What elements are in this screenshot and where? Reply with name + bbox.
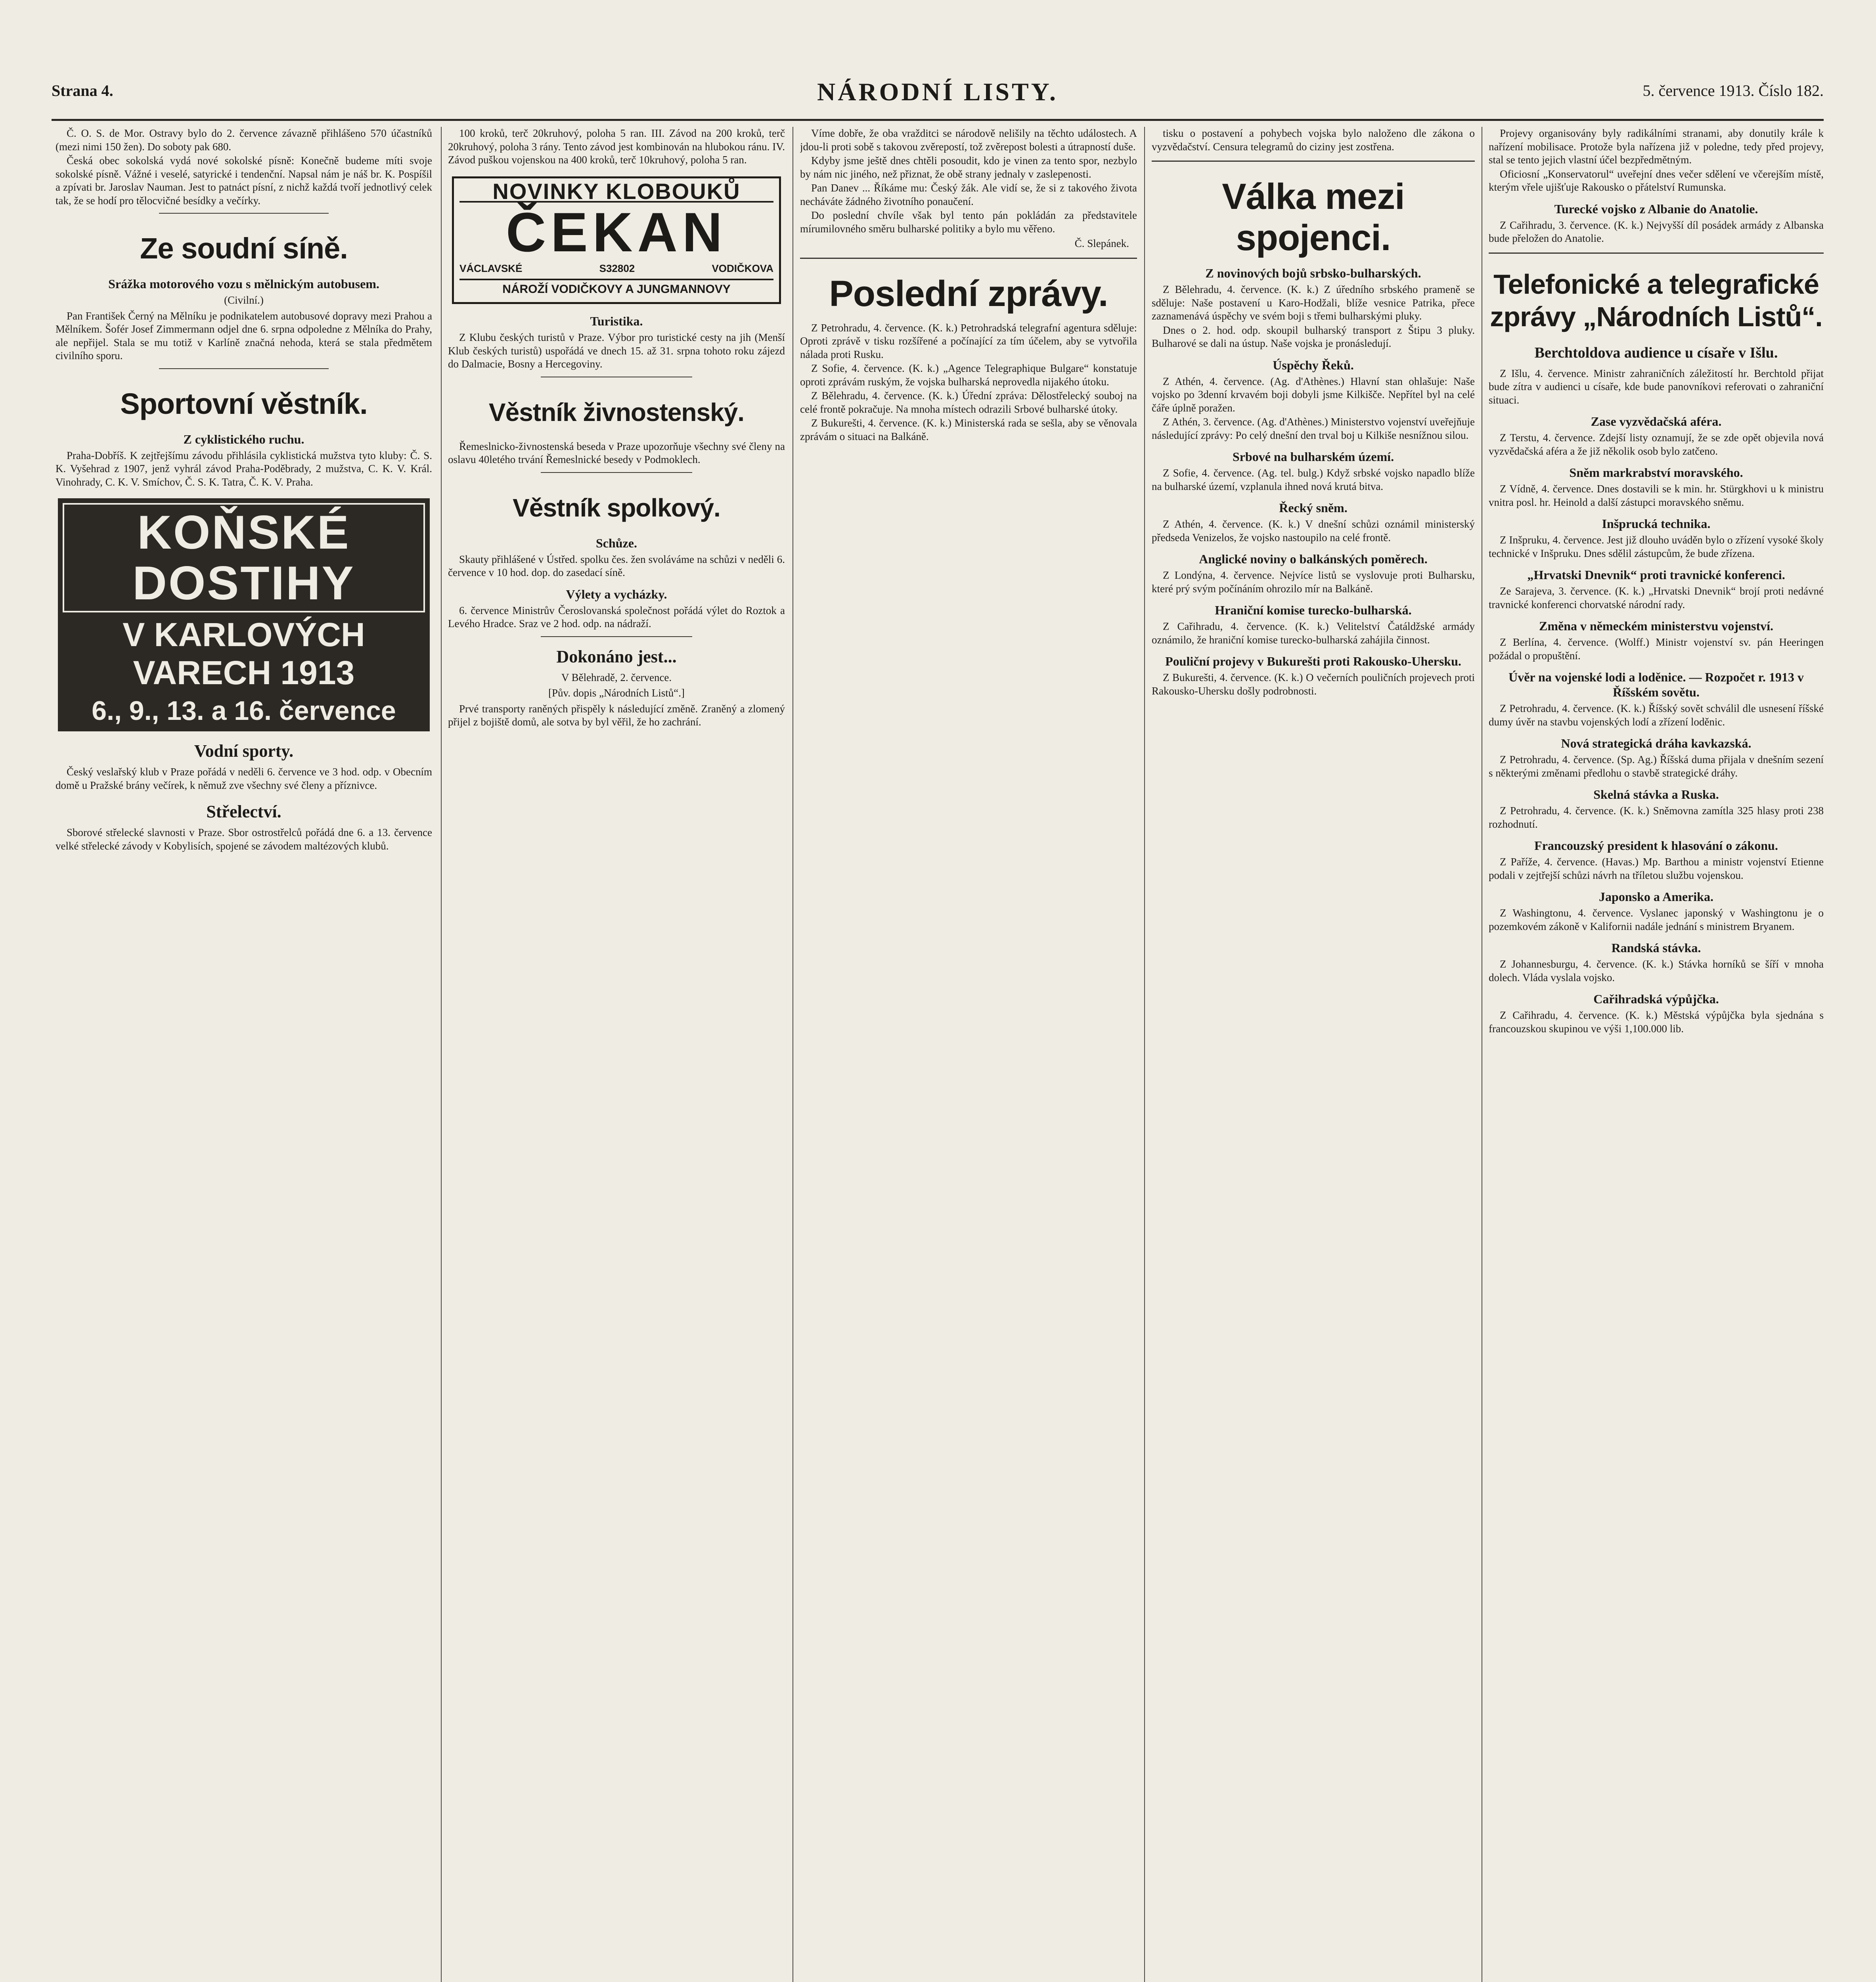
masthead bbox=[52, 77, 1824, 113]
article-paragraph: Prvé transporty raněných přispěly k následující změně. Zraněný a zlomený přijel z bojiště domů, ale sotva by byl věřil, že ho zachrání. bbox=[448, 702, 785, 728]
ad-address-row bbox=[459, 262, 773, 275]
section-heading-telegrams: Telefonické a telegrafické zprávy „Národních Listů“. bbox=[1490, 268, 1822, 332]
separator bbox=[541, 472, 693, 473]
advertisement-horse-races bbox=[58, 498, 430, 731]
section-heading-court: Ze soudní síně. bbox=[140, 232, 348, 265]
issue-date: 5. července 1913. Číslo 182. bbox=[1642, 82, 1824, 99]
page-number: Strana 4. bbox=[52, 82, 113, 99]
column-1 bbox=[56, 127, 432, 1982]
article-paragraph: Z Athén, 3. července. (Ag. d'Athènes.) Ministerstvo vojenství uveřejňuje následující zprávy: Po celý dnešní den trval boj u Kilkiše nesnížnou silou. bbox=[1152, 416, 1475, 441]
article-heading: Úspěchy Řeků. bbox=[1273, 358, 1354, 372]
article-source: [Pův. dopis „Národních Listů“.] bbox=[548, 687, 685, 699]
separator bbox=[1152, 161, 1475, 162]
ad-brand: ČEKAN bbox=[506, 201, 727, 263]
article-paragraph: Z Vídně, 4. července. Dnes dostavili se k min. hr. Stürgkhovi u k ministru vnitra posl. hr. Heinold a další zástupci moravského sněmu. bbox=[1489, 483, 1824, 508]
article-paragraph: Z Berlína, 4. července. (Wolff.) Ministr vojenství sv. pán Heeringen požádal o propuštění. bbox=[1489, 636, 1824, 662]
separator bbox=[541, 636, 693, 637]
newspaper-title: NÁRODNÍ LISTY. bbox=[817, 78, 1058, 106]
ad-place: V KARLOVÝCH VARECH 1913 bbox=[123, 616, 365, 691]
article-paragraph: Z Athén, 4. července. (K. k.) V dnešní schůzi oznámil ministerský předseda Venizelos, že vojsko nastoupilo na celé frontě. bbox=[1152, 518, 1475, 543]
article-heading: Anglické noviny o balkánských poměrech. bbox=[1199, 552, 1428, 566]
article-paragraph: Z Cařihradu, 4. července. (K. k.) Městská výpůjčka byla sjednána s francouzskou skupinou ve výši 1,100.000 lib. bbox=[1489, 1009, 1824, 1035]
article-heading: Cařihradská výpůjčka. bbox=[1593, 992, 1719, 1006]
article-heading: Řecký sněm. bbox=[1279, 501, 1348, 515]
article-paragraph: Č. O. S. de Mor. Ostravy bylo do 2. července závazně přihlášeno 570 účastníků (mezi nimi 150 žen). Do soboty pak 680. bbox=[56, 127, 432, 153]
article-paragraph: Pan František Černý na Mělníku je podnikatelem autobusové dopravy mezi Prahou a Mělníkem. Šofér Josef Zimmermann odjel dne 6. srpna odpoledne z Mělníka do Prahy, ale nepřijel. Stala se mu totiž v Karlíně značná nehoda, která se stala předmětem civilního sporu. bbox=[56, 310, 432, 362]
article-heading: Srážka motorového vozu s mělnickým autobusem. bbox=[108, 277, 379, 291]
section-heading-latest-news: Poslední zprávy. bbox=[829, 273, 1108, 314]
article-paragraph: Z Sofie, 4. července. (Ag. tel. bulg.) Když srbské vojsko napadlo blíže na bulharské území, vzplanula ihned nová krutá bitva. bbox=[1152, 467, 1475, 492]
article-paragraph: Z Bukurešti, 4. července. (K. k.) Ministerská rada se sešla, aby se věnovala zprávám o situaci na Balkáně. bbox=[800, 417, 1137, 442]
article-heading: Berchtoldova audience u císaře v Išlu. bbox=[1534, 344, 1778, 361]
ad-dates: 6., 9., 13. a 16. července bbox=[92, 696, 396, 726]
separator bbox=[1489, 253, 1824, 254]
column-2 bbox=[448, 127, 785, 1982]
article-paragraph: Z Išlu, 4. července. Ministr zahraničních záležitostí hr. Berchtold přijat bude zítra v audienci u císaře, kde bude panovníkovi referovati o zahraniční situaci. bbox=[1489, 367, 1824, 406]
article-paragraph: Ze Sarajeva, 3. července. (K. k.) „Hrvatski Dnevnik“ brojí proti nedávné travnické konferenci chorvatské národní rady. bbox=[1489, 585, 1824, 610]
article-heading: Randská stávka. bbox=[1611, 941, 1701, 955]
article-heading: Inšprucká technika. bbox=[1602, 517, 1711, 531]
article-paragraph: Z Bukurešti, 4. července. (K. k.) O večerních pouličních projevech proti Rakousko-Uhersku došly podrobnosti. bbox=[1152, 672, 1475, 697]
article-paragraph: Z Inšpruku, 4. července. Jest již dlouho uváděn bylo o zřízení vysoké školy technické v Inšpruku. Dnes sdělil zástupcům, že bude zřízena. bbox=[1489, 534, 1824, 559]
article-paragraph: Řemeslnicko-živnostenská beseda v Praze upozorňuje všechny své členy na oslavu 40letého trvání Řemeslnické besedy v Podmoklech. bbox=[448, 440, 785, 465]
column-divider bbox=[441, 127, 442, 1982]
article-paragraph: Z Bělehradu, 4. července. (K. k.) Úřední zpráva: Dělostřelecký souboj na celé frontě pokračuje. Na mnoha místech odrazili Srbové bulharské útoky. bbox=[800, 390, 1137, 415]
article-paragraph: Praha-Dobříš. K zejtřejšímu závodu přihlásila cyklistická mužstva tyto kluby: Č. S. K. Vyšehrad z 1907, jenž vyhrál závod Praha-Poděbrady, 2 mužstva, C. K. V. Král. Vinohrady, C. K. V. Smíchov, Č. S. K. Tatra, Č. K. V. Praha. bbox=[56, 449, 432, 488]
article-paragraph: Z Paříže, 4. července. (Havas.) Mp. Barthou a ministr vojenství Etienne podali v zejtřejší schůzi návrh na tříletou službu vojenskou. bbox=[1489, 856, 1824, 881]
section-heading-sport: Sportovní věstník. bbox=[120, 387, 368, 420]
article-paragraph: Český veslařský klub v Praze pořádá v neděli 6. července ve 3 hod. odp. v Obecním domě u Pražské brány večírek, k němuž zve všechny své členy a příznivce. bbox=[56, 766, 432, 791]
article-paragraph: Z Petrohradu, 4. července. (K. k.) Sněmovna zamítla 325 hlasy proti 238 rozhodnutí. bbox=[1489, 805, 1824, 830]
column-5 bbox=[1489, 127, 1824, 1982]
ad-title: KOŇSKÉ DOSTIHY bbox=[63, 503, 425, 612]
article-paragraph: Z Johannesburgu, 4. července. (K. k.) Stávka horníků se šíří v mnoha dolech. Vláda vyslala vojsko. bbox=[1489, 958, 1824, 983]
article-heading: Srbové na bulharském území. bbox=[1232, 450, 1394, 464]
article-paragraph: Skauty přihlášené v Ústřed. spolku čes. žen svoláváme na schůzi v neděli 6. července v 10 hod. dop. do zasedací síně. bbox=[448, 553, 785, 578]
column-3 bbox=[800, 127, 1137, 1982]
article-paragraph: Z Terstu, 4. července. Zdejší listy oznamují, že se zde opět objevila nová vyzvědačská aféra a že již několik osob bylo zatčeno. bbox=[1489, 432, 1824, 457]
article-paragraph: Z Petrohradu, 4. července. (K. k.) Petrohradská telegrafní agentura sděluje: Oproti zprávě v tisku rozšířené a počínající za tím účelem, aby se vytvořila nálada proti Rusku. bbox=[800, 321, 1137, 360]
ad-street-left: VÁCLAVSKÉ bbox=[459, 262, 523, 274]
article-paragraph: Z Klubu českých turistů v Praze. Výbor pro turistické cesty na jih (Menší Klub českých turistů) uspořádá ve dnech 15. až 31. srpna tohoto roku zájezd do Dalmacie, Bosny a Hercegoviny. bbox=[448, 331, 785, 370]
article-paragraph: Z Londýna, 4. července. Nejvíce listů se vyslovuje proti Bulharsku, které prý svým počínáním ohrozilo mír na Balkáně. bbox=[1152, 569, 1475, 595]
column-4 bbox=[1152, 127, 1475, 1982]
article-paragraph: Z Petrohradu, 4. července. (K. k.) Říšský sovět schválil dle usnesení říšské dumy úvěr na stavbu vojenských lodí a zřízení loděnic. bbox=[1489, 702, 1824, 728]
article-paragraph: Z Bělehradu, 4. července. (K. k.) Z úředního srbského prameně se sděluje: Naše postavení u Karo-Hodžali, blíže vesnice Patrika, přece zaznamenává úspěchy ve svém boji s třemi bulharskými pluky. bbox=[1152, 283, 1475, 322]
article-dateline: V Bělehradě, 2. července. bbox=[561, 671, 672, 683]
article-heading: Vodní sporty. bbox=[194, 741, 294, 761]
article-paragraph: Kdyby jsme ještě dnes chtěli posoudit, kdo je vinen za tento spor, nezbylo by nám nic jiného, než přiznat, že obě strany jednaly v zaslepenosti. bbox=[800, 155, 1137, 180]
article-paragraph: Z Cařihradu, 4. července. (K. k.) Velitelství Čatáldžské armády oznámilo, že hraniční komise turecko-bulharská zahájila činnost. bbox=[1152, 620, 1475, 646]
article-heading: Nová strategická dráha kavkazská. bbox=[1561, 736, 1752, 750]
header-rule bbox=[52, 119, 1824, 121]
article-paragraph: Do poslední chvíle však byl tento pán pokládán za představitele mírumilovného směru bulharské politiky a bylo mu věřeno. bbox=[800, 209, 1137, 235]
separator bbox=[800, 258, 1137, 259]
article-paragraph: Víme dobře, že oba vražditci se národově nelišily na těchto událostech. A jdou-li proti sobě s takovou zvěrepostí, tož zvěrepost bolesti a útrapností duše. bbox=[800, 127, 1137, 153]
section-heading-war: Válka mezi spojenci. bbox=[1222, 176, 1405, 258]
article-signature: Č. Slepánek. bbox=[1074, 237, 1129, 249]
article-paragraph: Sborové střelecké slavnosti v Praze. Sbor ostrostřelců pořádá dne 6. a 13. července velké střelecké závody v Kobylisích, spojené se závodem maltézových klubů. bbox=[56, 826, 432, 852]
separator bbox=[159, 213, 329, 214]
ad-street-right: VODIČKOVA bbox=[712, 262, 773, 274]
separator bbox=[159, 368, 329, 369]
article-paragraph: Z Washingtonu, 4. července. Vyslanec japonský v Washingtonu je o pozemkovém zákoně v Kalifornii nadále jednání s ministrem Bryanem. bbox=[1489, 907, 1824, 932]
article-heading: Změna v německém ministerstvu vojenství. bbox=[1539, 619, 1774, 633]
section-heading-associations: Věstník spolkový. bbox=[513, 493, 720, 522]
article-heading: Japonsko a Amerika. bbox=[1599, 890, 1713, 904]
article-paragraph: 6. července Ministrův Čeroslovanská společnost pořádá výlet do Roztok a Levého Hradce. Sraz ve 2 hod. odp. na nádraží. bbox=[448, 604, 785, 629]
article-paragraph: Z Cařihradu, 3. července. (K. k.) Nejvyšší díl posádek armády z Albanska bude přeložen do Anatolie. bbox=[1489, 219, 1824, 244]
article-heading: Turistika. bbox=[590, 314, 643, 328]
article-heading: Střelectví. bbox=[206, 802, 281, 821]
article-heading: Sněm markrabství moravského. bbox=[1569, 465, 1743, 480]
article-heading: „Hrvatski Dnevnik“ proti travnické konferenci. bbox=[1527, 568, 1785, 582]
article-heading: Úvěr na vojenské lodi a loděnice. — Rozpočet r. 1913 v Říšském sovětu. bbox=[1508, 670, 1804, 699]
article-heading: Hraniční komise turecko-bulharská. bbox=[1215, 603, 1412, 617]
article-paragraph: Z Sofie, 4. července. (K. k.) „Agence Telegraphique Bulgare“ konstatuje oproti zprávám ruským, že vojska bulharská neprovedla nijakého útoku. bbox=[800, 362, 1137, 388]
article-heading: Turecké vojsko z Albanie do Anatolie. bbox=[1554, 201, 1758, 216]
article-heading: Zase vyzvědačská aféra. bbox=[1591, 414, 1722, 429]
article-heading: Z cyklistického ruchu. bbox=[183, 432, 304, 446]
article-paragraph: Pan Danev ... Říkáme mu: Český žák. Ale vidí se, že si z takového života necháváte žádného životního ponaučení. bbox=[800, 182, 1137, 207]
article-heading: Z novinových bojů srbsko-bulharských. bbox=[1205, 266, 1421, 280]
article-paragraph: Oficiosní „Konservatorul“ uveřejní dnes večer sdělení ve včerejším místě, kterým vřele ujišťuje Rakousko o přátelství Rumunska. bbox=[1489, 168, 1824, 193]
advertisement-hats bbox=[452, 176, 781, 304]
article-heading: Francouzský president k hlasování o zákonu. bbox=[1534, 838, 1778, 853]
section-heading-trade: Věstník živnostenský. bbox=[488, 398, 745, 427]
article-paragraph: tisku o postavení a pohybech vojska bylo naloženo dle zákona o vyzvědačství. Censura telegramů do ciziny jest zostřena. bbox=[1152, 127, 1475, 153]
article-heading: Dokonáno jest... bbox=[556, 647, 677, 666]
article-heading: Schůze. bbox=[596, 536, 637, 550]
article-paragraph: Z Athén, 4. července. (Ag. d'Athènes.) Hlavní stan ohlašuje: Naše vojsko po 3denní krvavém boji dobyli jsme Kilkišče. Nepřítel byl na celé čáře úplně poražen. bbox=[1152, 375, 1475, 414]
ad-title: NOVINKY KLOBOUKŮ bbox=[459, 185, 773, 203]
article-paragraph: Z Petrohradu, 4. července. (Sp. Ag.) Říšská duma přijala v dnešním sezení s některými změnami předlohu o stavbě strategické dráhy. bbox=[1489, 754, 1824, 779]
ad-phone: S32802 bbox=[599, 262, 635, 274]
article-paragraph: Projevy organisovány byly radikálními stranami, aby donutily krále k nařízení mobilisace. Protože byla nařízena již v poledne, tedy před projevy, stal se tento jejich vlastní účel bezpředmětným. bbox=[1489, 127, 1824, 166]
article-heading: Skelná stávka a Ruska. bbox=[1593, 787, 1719, 802]
article-paragraph: Dnes o 2. hod. odp. skoupil bulharský transport z Štipu 3 pluky. Bulharové se dali na ústup. Naše vojska je pronásledují. bbox=[1152, 324, 1475, 349]
article-subtitle: (Civilní.) bbox=[224, 294, 264, 306]
column-divider bbox=[1144, 127, 1145, 1982]
article-heading: Výlety a vycházky. bbox=[566, 587, 667, 601]
article-heading: Pouliční projevy v Bukurešti proti Rakousko-Uhersku. bbox=[1165, 654, 1461, 668]
ad-corner: NÁROŽÍ VODIČKOVY A JUNGMANNOVY bbox=[459, 279, 773, 296]
article-paragraph: 100 kroků, terč 20kruhový, poloha 5 ran. III. Závod na 200 kroků, terč 20kruhový, poloha 3 rány. Tento závod jest kombinován na hlubokou ránu. IV. Závod puškou vojenskou na 400 kroků, terč 10kruhový, poloha 5 ran. bbox=[448, 127, 785, 166]
article-paragraph: Česká obec sokolská vydá nové sokolské písně: Konečně budeme míti svoje sokolské písně. Vážné i veselé, satyrické i tendenční. Napsal nám je náš br. K. Pospíšil a zpívati br. Jaroslav Nauman. Jest to patnáct písní, z nichž každá tvoří jednotlivý celek tak, že se hodí pro tělocvičné besídky a večírky. bbox=[56, 155, 432, 207]
